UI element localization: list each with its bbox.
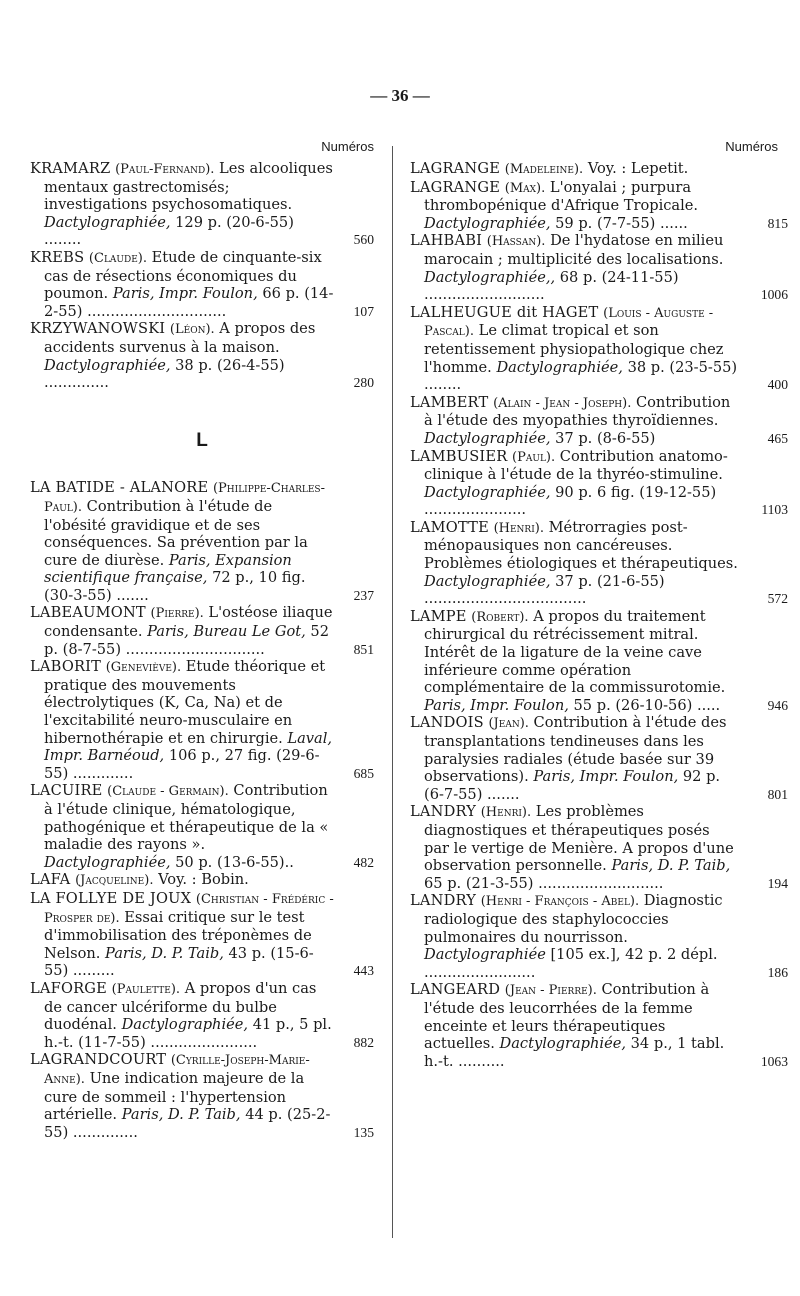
author-given-names: (Robert). <box>471 609 529 625</box>
thesis-title: Une indication majeure de la cure de sommeil : l'hypertension artérielle. <box>44 1069 305 1124</box>
bibliography-entry <box>410 178 788 233</box>
pagination-date: 55 p. (26-10-56) ..... <box>573 696 721 714</box>
author-surname: KRAMARZ <box>30 160 111 177</box>
entry-number: 107 <box>353 303 374 319</box>
entry-number: 685 <box>353 765 374 781</box>
bibliography-entry <box>410 892 788 981</box>
pagination-date: 38 p. (23-5-55) ........ <box>424 358 738 394</box>
author-given-names: (Paul). <box>512 449 556 465</box>
bibliography-entry <box>30 782 374 871</box>
entry-body <box>410 303 738 394</box>
bibliography-entry <box>410 607 788 715</box>
publisher: Paris, Bureau Le Got, <box>147 623 306 641</box>
entry-body <box>410 178 738 233</box>
publisher: Dactylographiée, <box>424 429 551 447</box>
pagination-date: 59 p. (7-7-55) ...... <box>555 214 688 232</box>
pagination-date: 37 p. (21-6-55) ................................... <box>424 572 665 608</box>
author-given-names: (Hassan). <box>486 234 546 250</box>
author-surname: LABORIT <box>30 658 102 676</box>
thesis-title: A propos des accidents survenus à la maison. <box>44 320 316 356</box>
thesis-title: L'onyalai ; purpura thrombopénique d'Afrique Tropicale. <box>424 178 699 215</box>
pagination-date: 52 p. (8-7-55) .............................. <box>44 623 329 658</box>
author-surname: LAHBABI <box>410 232 483 250</box>
pagination-date: [105 ex.], 42 p. 2 dépl. ........................ <box>424 946 718 981</box>
bibliography-entry <box>30 320 374 391</box>
entry-body <box>30 889 334 980</box>
publisher: Dactylographiée <box>424 946 546 964</box>
bibliography-entry <box>30 658 374 782</box>
thesis-title: Le climat tropical et son retentissement physiopathologique chez l'homme. <box>424 322 724 376</box>
author-given-names: (Léon). <box>169 322 215 338</box>
thesis-title: Les alcooliques mentaux gastrectomisés; investigations psychosomatiques. <box>44 160 333 214</box>
author-given-names: (Alain - Jean - Joseph). <box>493 395 632 411</box>
author-surname: LA BATIDE - ALANORE <box>30 479 209 497</box>
left-column <box>30 138 374 1141</box>
pagination-date: 37 p. (8-6-55) <box>555 429 656 447</box>
thesis-title: Contribution à l'étude de l'obésité gravidique et de ses conséquences. Sa prévention par la cure de diurèse. <box>44 497 308 569</box>
publisher: Paris, D. P. Taib, <box>121 1106 241 1124</box>
author-given-names: (Louis - Auguste - Pascal). <box>424 305 714 340</box>
author-surname: LAGRANGE <box>410 160 501 177</box>
entry-number: 237 <box>353 587 374 603</box>
pagination-date: 66 p. (14-2-55) .............................. <box>44 285 334 320</box>
entry-number: 560 <box>353 232 374 248</box>
publisher: Paris, D. P. Taib, <box>611 857 731 875</box>
author-surname: LAGRANGE <box>410 178 501 196</box>
author-given-names: (Philippe-Charles-Paul). <box>44 481 325 515</box>
bibliography-entry <box>410 160 778 179</box>
author-given-names: (Claude - Germain). <box>107 784 229 800</box>
thesis-title: Contribution à l'étude clinique, hématologique, pathogénique et thérapeutique de la « maladie des rayons ». <box>44 782 329 854</box>
left-entries-l <box>30 479 374 1141</box>
publisher: Paris, Expansion scientifique française, <box>44 551 292 587</box>
author-given-names: (Henri). <box>493 520 544 536</box>
author-surname: KRZYWANOWSKI <box>30 320 166 338</box>
author-given-names: (Madeleine). <box>504 162 584 177</box>
thesis-title: Contribution à l'étude des myopathies thyroïdiennes. <box>424 393 731 430</box>
entry-number: 1006 <box>760 287 788 303</box>
entry-number: 443 <box>353 963 374 979</box>
author-given-names: (Cyrille-Joseph-Marie-Anne). <box>44 1053 310 1087</box>
author-surname: LAMBERT <box>410 393 489 411</box>
entry-number: 882 <box>353 1034 374 1050</box>
bibliography-entry <box>30 871 374 890</box>
bibliography-entry <box>410 803 788 892</box>
publisher: Dactylographiée,, <box>424 268 556 286</box>
pagination-date: 92 p. (6-7-55) ....... <box>424 768 721 803</box>
author-given-names: (Jean - Pierre). <box>504 983 597 999</box>
entry-body <box>410 393 738 448</box>
entry-number: 851 <box>353 641 374 657</box>
publisher: Dactylographiée, <box>424 483 551 501</box>
entry-body <box>410 232 738 304</box>
thesis-title: Voy. : Lepetit. <box>587 160 689 177</box>
publisher: Dactylographiée, <box>499 1035 626 1053</box>
thesis-title: Voy. : Bobin. <box>158 871 249 889</box>
thesis-title: L'ostéose iliaque condensante. <box>44 604 333 641</box>
right-entries <box>410 160 788 1070</box>
bibliography-entry <box>30 890 374 980</box>
entry-number: 465 <box>767 430 788 446</box>
thesis-title: Etude théorique et pratique des mouvements électrolytiques (K, Ca, Na) et de l'excitabilité neuro-musculaire en hibernothérapie et en chirurgie. <box>44 658 326 747</box>
bibliography-entry <box>30 249 374 320</box>
author-surname: LAMBUSIER <box>410 447 508 465</box>
thesis-title: Etude de cinquante-six cas de résections économiques du poumon. <box>44 248 322 303</box>
pagination-date: 72 p., 10 fig. (30-3-55) ....... <box>44 569 306 604</box>
author-given-names: (Paul-Fernand). <box>115 162 215 177</box>
author-surname: LANDOIS <box>410 714 484 732</box>
pagination-date: 44 p. (25-2-55) .............. <box>44 1106 331 1141</box>
entry-body <box>30 248 334 320</box>
entry-number: 400 <box>767 377 788 393</box>
entry-body <box>30 479 334 604</box>
author-surname: LACUIRE <box>30 782 103 800</box>
entry-number: 1103 <box>761 502 788 518</box>
bibliography-entry <box>410 714 788 803</box>
pagination-date: 38 p. (26-4-55) .............. <box>44 356 285 392</box>
entry-body <box>30 320 334 392</box>
bibliography-entry <box>410 303 788 394</box>
entry-body <box>410 160 738 179</box>
page-number: — 36 — <box>370 86 430 105</box>
author-given-names: (Max). <box>504 180 546 196</box>
entry-number: 194 <box>767 875 788 891</box>
bibliography-entry <box>30 1051 374 1141</box>
pagination-date: 65 p. (21-3-55) ........................... <box>424 874 664 892</box>
author-surname: LA FOLLYE DE JOUX <box>30 889 192 907</box>
publisher: Paris, Impr. Foulon, <box>533 768 679 786</box>
entry-body <box>410 892 738 981</box>
bibliography-entry <box>30 479 374 604</box>
thesis-title: Contribution à l'étude des transplantations tendineuses dans les paralysies radiales (étude basée sur 39 observations). <box>424 714 727 786</box>
author-surname: LABEAUMONT <box>30 604 146 622</box>
bibliography-entry <box>410 393 788 448</box>
entry-body <box>410 803 738 892</box>
entry-number: 801 <box>767 786 788 802</box>
pagination-date: 34 p., 1 tabl. h.-t. .......... <box>424 1035 725 1070</box>
pagination-date: 129 p. (20-6-55) ........ <box>44 213 294 249</box>
publisher: Dactylographiée, <box>424 214 551 232</box>
author-given-names: (Jean). <box>488 716 529 732</box>
author-surname: LAMOTTE <box>410 518 489 536</box>
thesis-title: De l'hydatose en milieu marocain ; multiplicité des localisations. <box>424 232 724 268</box>
column-header: Numéros <box>725 139 778 154</box>
publisher: Paris, Impr. Foulon, <box>112 285 258 303</box>
entry-body <box>30 658 334 782</box>
thesis-title: A propos du traitement chirurgical du rétrécissement mitral. Intérêt de la ligature de la veine cave inférieure comme opération complémentaire de la commissurotomie. <box>424 607 726 697</box>
entry-body <box>410 981 738 1070</box>
entry-body <box>30 871 334 890</box>
bibliography-entry <box>30 604 374 658</box>
publisher: Dactylographiée, <box>424 572 551 590</box>
pagination-date: 90 p. 6 fig. (19-12-55) ...................... <box>424 483 717 519</box>
publisher: Dactylographiée, <box>44 853 171 871</box>
thesis-title: Essai critique sur le test d'immobilisation des tréponèmes de Nelson. <box>44 908 312 962</box>
entry-body <box>30 1051 334 1141</box>
publisher: Laval, Impr. Barnéoud, <box>44 729 333 765</box>
bibliography-entry <box>410 447 788 519</box>
author-surname: LAMPE <box>410 607 467 625</box>
publisher: Dactylographiée, <box>496 358 623 376</box>
entry-body <box>30 604 334 658</box>
left-entries-k <box>30 160 374 392</box>
author-surname: LAFA <box>30 871 71 889</box>
bibliography-entry <box>30 980 374 1051</box>
entry-body <box>30 979 334 1051</box>
pagination-date: 106 p., 27 fig. (29-6-55) ............. <box>44 747 320 782</box>
entry-body <box>30 160 334 249</box>
pagination-date: 50 p. (13-6-55).. <box>175 853 294 871</box>
author-surname: KREBS <box>30 248 85 266</box>
author-given-names: (Henri - François - Abel). <box>480 894 640 910</box>
author-given-names: (Henri). <box>480 805 532 821</box>
entry-number: 482 <box>353 854 374 870</box>
entry-body <box>410 714 738 803</box>
entry-number: 946 <box>767 697 788 713</box>
right-column <box>410 138 788 1070</box>
publisher: Paris, D. P. Taib, <box>105 944 224 962</box>
entry-number: 280 <box>353 375 374 391</box>
thesis-title: A propos d'un cas de cancer ulcériforme du bulbe duodénal. <box>44 979 317 1034</box>
thesis-title: Contribution anatomo-clinique à l'étude de la thyréo-stimuline. <box>424 447 728 484</box>
entry-number: 1063 <box>760 1053 788 1069</box>
author-surname: LANGEARD <box>410 981 501 999</box>
author-given-names: (Jacqueline). <box>75 873 154 889</box>
bibliography-entry <box>410 518 788 608</box>
author-given-names: (Pierre). <box>150 606 204 622</box>
entry-number: 815 <box>767 215 788 231</box>
thesis-title: Diagnostic radiologique des staphylococcies pulmonaires du nourrisson. <box>424 892 723 946</box>
pagination-date: 43 p. (15-6-55) ......... <box>44 944 314 980</box>
column-header: Numéros <box>321 139 374 154</box>
author-given-names: (Christian - Frédéric - Prosper de). <box>44 891 334 926</box>
entry-body <box>410 447 738 519</box>
publisher: Dactylographiée, <box>121 1016 249 1034</box>
letter-heading: L <box>196 429 208 451</box>
thesis-title: Contribution à l'étude des leucorrhées de la femme enceinte et leurs thérapeutiques actuelles. <box>424 981 710 1053</box>
entry-body <box>410 607 738 715</box>
entry-number: 186 <box>767 964 788 980</box>
bibliography-entry <box>410 981 788 1070</box>
author-given-names: (Geneviève). <box>105 660 182 676</box>
thesis-title: Métrorragies post-ménopausiques non cancéreuses. Problèmes étiologiques et thérapeutiques. <box>424 518 738 573</box>
author-given-names: (Claude). <box>88 250 147 266</box>
entry-body <box>30 782 334 871</box>
author-surname: LAFORGE <box>30 979 108 997</box>
bibliography-entry <box>410 232 788 304</box>
entry-body <box>410 518 738 608</box>
pagination-date: 41 p., 5 pl. h.-t. (11-7-55) ....................... <box>44 1016 332 1051</box>
author-surname: LALHEUGUE dit HAGET <box>410 303 599 321</box>
author-surname: LAGRANDCOURT <box>30 1051 167 1069</box>
publisher: Dactylographiée, <box>44 213 171 231</box>
entry-number: 135 <box>353 1124 374 1140</box>
bibliography-entry <box>30 160 374 249</box>
column-divider <box>392 146 393 1238</box>
thesis-title: Les problèmes diagnostiques et thérapeutiques posés par le vertige de Menière. A propos d'une observation personnelle. <box>424 803 734 875</box>
author-surname: LANDRY <box>410 892 477 910</box>
entry-number: 572 <box>767 591 788 607</box>
publisher: Dactylographiée, <box>44 356 171 374</box>
author-given-names: (Paulette). <box>111 981 181 997</box>
author-surname: LANDRY <box>410 803 477 821</box>
publisher: Paris, Impr. Foulon, <box>424 696 569 714</box>
pagination-date: 68 p. (24-11-55) .......................... <box>424 268 679 304</box>
